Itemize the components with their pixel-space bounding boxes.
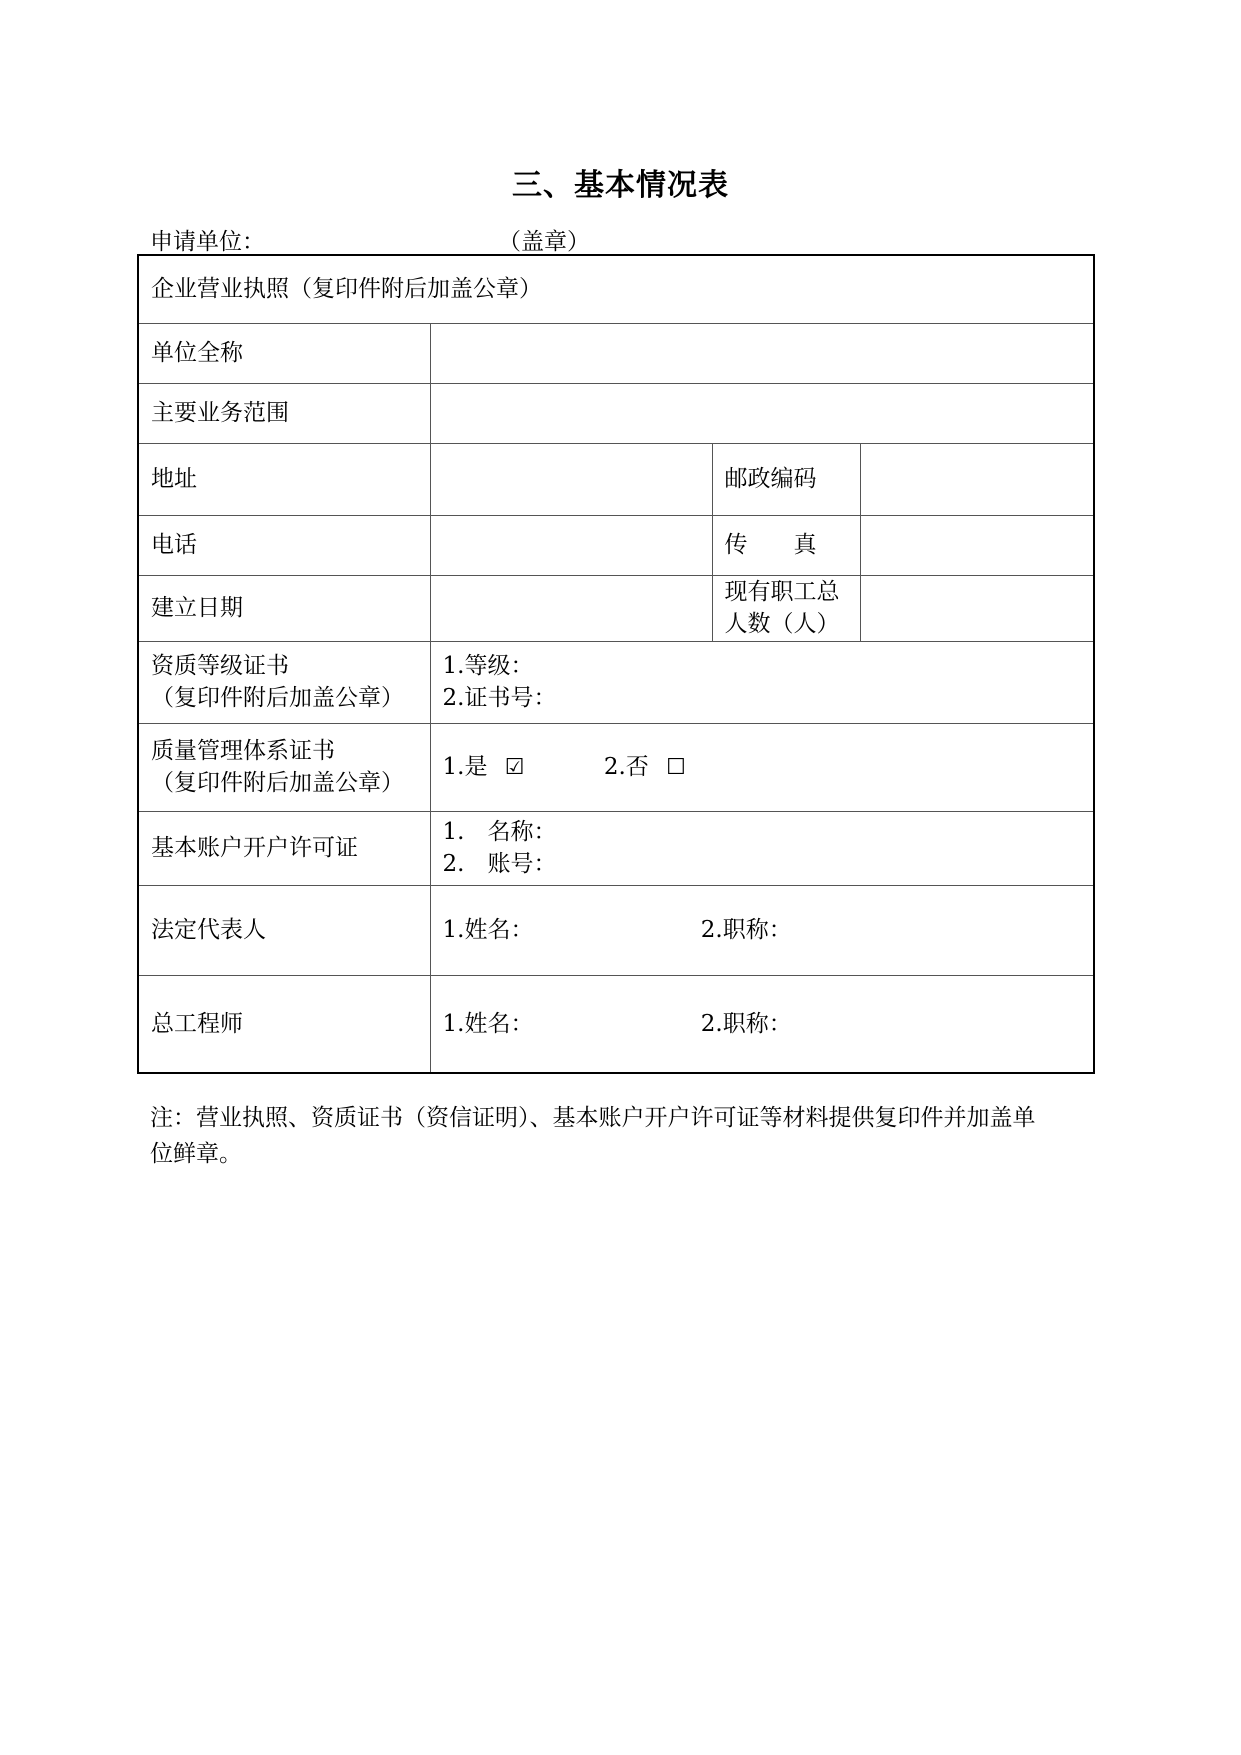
table-row <box>138 975 1094 1073</box>
table-row <box>138 323 1094 383</box>
table-row <box>138 515 1094 575</box>
footnote-line1: 注：营业执照、资质证书（资信证明）、基本账户开户许可证等材料提供复印件并加盖单 <box>150 1105 1036 1131</box>
bank-permit-label: 基本账户开户许可证 <box>138 811 430 885</box>
quality-cert-options <box>430 723 1094 811</box>
quality-no-checkbox[interactable]: ☐ <box>666 754 686 780</box>
applicant-line <box>150 223 590 256</box>
table-row <box>138 575 1094 641</box>
business-scope-field[interactable] <box>430 383 1094 443</box>
table-row <box>138 885 1094 975</box>
applicant-label: 申请单位： <box>150 229 265 255</box>
bank-permit-field[interactable] <box>430 811 1094 885</box>
staff-count-label <box>712 575 860 641</box>
footnote <box>150 1100 1110 1172</box>
unit-name-label: 单位全称 <box>138 323 430 383</box>
quality-cert-label <box>138 723 430 811</box>
phone-field[interactable] <box>430 515 712 575</box>
qualification-label-line2: （复印件附后加盖公章） <box>151 685 404 711</box>
seal-label: （盖章） <box>498 229 590 255</box>
footnote-line2: 位鲜章。 <box>150 1141 242 1167</box>
table-row <box>138 723 1094 811</box>
legal-rep-field[interactable] <box>430 885 1094 975</box>
business-license-label: 企业营业执照（复印件附后加盖公章） <box>138 255 1094 323</box>
table-row <box>138 641 1094 723</box>
staff-count-field[interactable] <box>860 575 1094 641</box>
qualification-field[interactable] <box>430 641 1094 723</box>
address-label: 地址 <box>138 443 430 515</box>
quality-yes-label: 1.是 <box>442 753 488 780</box>
bank-account: 2. 账号： <box>442 851 557 877</box>
quality-yes-checkbox[interactable]: ☑ <box>504 754 525 780</box>
chief-engineer-title: 2.职称： <box>700 1010 792 1037</box>
quality-no-label: 2.否 <box>603 753 649 780</box>
address-field[interactable] <box>430 443 712 515</box>
table-row <box>138 383 1094 443</box>
basic-info-table <box>137 254 1095 1074</box>
staff-count-label-line1: 现有职工总 <box>724 579 840 605</box>
qualification-cert-no: 2.证书号： <box>442 685 557 711</box>
chief-engineer-name: 1.姓名： <box>442 1010 534 1037</box>
qualification-label-line1: 资质等级证书 <box>151 653 289 679</box>
staff-count-label-line2: 人数（人） <box>724 611 840 637</box>
legal-rep-label: 法定代表人 <box>138 885 430 975</box>
postal-code-field[interactable] <box>860 443 1094 515</box>
quality-cert-label-line2: （复印件附后加盖公章） <box>151 770 404 796</box>
postal-code-label: 邮政编码 <box>712 443 860 515</box>
table-row <box>138 811 1094 885</box>
business-scope-label: 主要业务范围 <box>138 383 430 443</box>
fax-label: 传 真 <box>712 515 860 575</box>
chief-engineer-field[interactable] <box>430 975 1094 1073</box>
table-row <box>138 443 1094 515</box>
phone-label: 电话 <box>138 515 430 575</box>
applicant-blank-field[interactable] <box>269 229 494 256</box>
chief-engineer-label: 总工程师 <box>138 975 430 1073</box>
legal-rep-title: 2.职称： <box>700 917 792 943</box>
fax-field[interactable] <box>860 515 1094 575</box>
qualification-grade: 1.等级： <box>442 653 534 679</box>
founded-date-label: 建立日期 <box>138 575 430 641</box>
founded-date-field[interactable] <box>430 575 712 641</box>
table-row <box>138 255 1094 323</box>
legal-rep-name: 1.姓名： <box>442 917 534 943</box>
bank-name: 1. 名称： <box>442 819 557 845</box>
unit-name-field[interactable] <box>430 323 1094 383</box>
qualification-label <box>138 641 430 723</box>
page-title: 三、基本情况表 <box>512 168 729 203</box>
quality-cert-label-line1: 质量管理体系证书 <box>151 738 335 764</box>
